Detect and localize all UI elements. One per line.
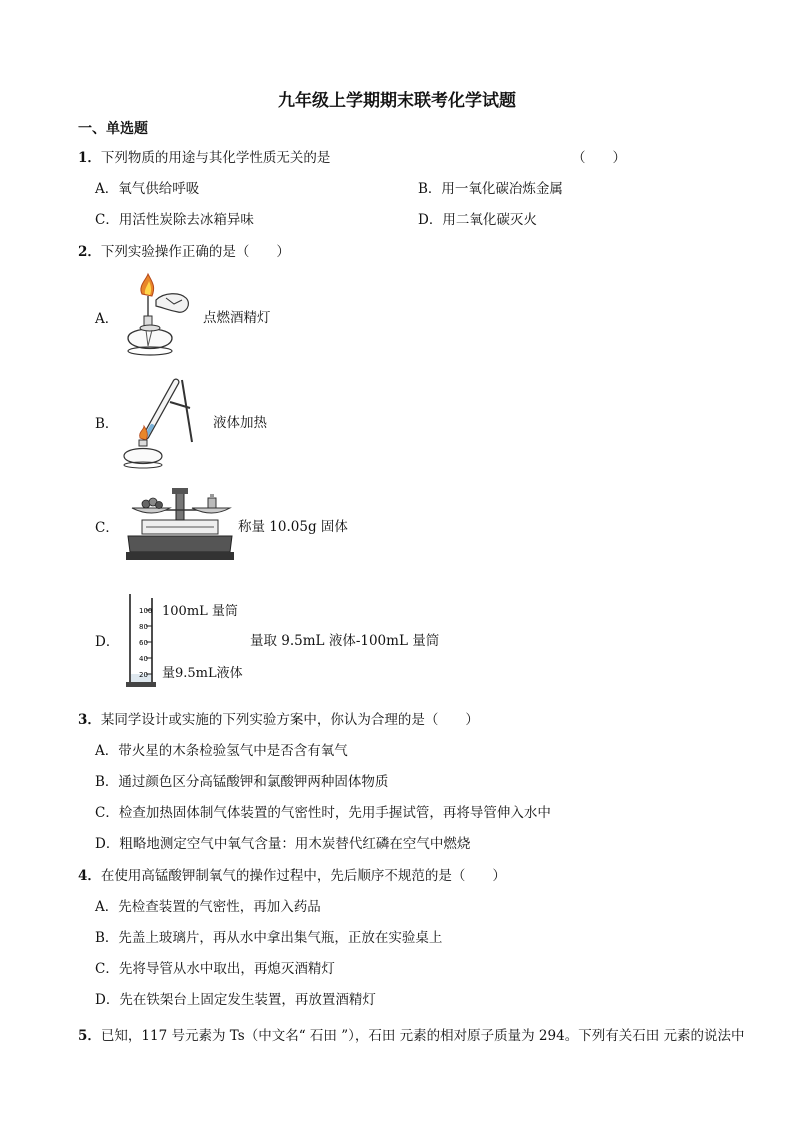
- alcohol-lamp-lighting-figure: [120, 272, 202, 362]
- page-title: 九年级上学期期末联考化学试题: [278, 91, 516, 111]
- graduated-cylinder-figure: [124, 590, 164, 690]
- option-b: B．先盖上玻璃片，再从水中拿出集气瓶，正放在实验桌上: [95, 930, 443, 946]
- option-a: A．带火星的木条检验氢气中是否含有氧气: [95, 743, 348, 759]
- tick-label: 100: [139, 607, 153, 615]
- question-number: 4．: [78, 868, 101, 884]
- option-b-letter: B．: [95, 416, 119, 432]
- question-number: 3．: [78, 712, 101, 728]
- option-d: D．先在铁架台上固定发生装置，再放置酒精灯: [95, 992, 376, 1008]
- question-text: 下列实验操作正确的是（ ）: [100, 244, 290, 260]
- question-number: 2．: [78, 244, 101, 260]
- question-4: [78, 864, 506, 884]
- cylinder-volume-label: 量9.5mL液体: [162, 666, 243, 681]
- question-number: 5．: [78, 1028, 101, 1044]
- question-text: 某同学设计或实施的下列实验方案中，你认为合理的是（ ）: [100, 712, 479, 728]
- balance-scale-figure: [124, 486, 236, 564]
- section-heading-single-choice: 一、单选题: [78, 121, 148, 137]
- question-text: 在使用高锰酸钾制氧气的操作过程中，先后顺序不规范的是（ ）: [100, 868, 506, 884]
- question-text: 已知，117 号元素为 Ts（中文名“ 石田 ”），石田 元素的相对原子质量为 294。下列有关石田 元素的说法中: [100, 1028, 745, 1044]
- option-c-letter: C．: [95, 520, 119, 536]
- question-5: [78, 1024, 744, 1044]
- option-d-caption: 量取 9.5mL 液体-100mL 量筒: [250, 633, 440, 649]
- tick-label: 40: [139, 655, 148, 663]
- option-b: B．用一氧化碳冶炼金属: [418, 181, 563, 197]
- option-a: A．氧气供给呼吸: [95, 181, 200, 197]
- option-b-caption: 液体加热: [213, 415, 267, 431]
- option-c: C．检查加热固体制气体装置的气密性时，先用手握试管，再将导管伸入水中: [95, 805, 551, 821]
- option-c: C．用活性炭除去冰箱异味: [95, 212, 254, 228]
- option-a: A．先检查装置的气密性，再加入药品: [95, 899, 321, 915]
- tick-label: 60: [139, 639, 148, 647]
- answer-parentheses: （ ）: [572, 150, 626, 166]
- tick-label: 20: [139, 671, 148, 679]
- option-c: C．先将导管从水中取出，再熄灭酒精灯: [95, 961, 335, 977]
- option-d: D．用二氧化碳灭火: [418, 212, 537, 228]
- option-d: D．粗略地测定空气中氧气含量：用木炭替代红磷在空气中燃烧: [95, 836, 471, 852]
- question-2: [78, 240, 290, 260]
- tick-label: 80: [139, 623, 148, 631]
- question-text: 下列物质的用途与其化学性质无关的是: [100, 150, 331, 166]
- option-d-letter: D．: [95, 634, 120, 650]
- question-number: 1．: [78, 150, 101, 166]
- option-c-caption: 称量 10.05g 固体: [238, 519, 348, 535]
- liquid-heating-figure: [118, 378, 198, 468]
- option-b: B．通过颜色区分高锰酸钾和氯酸钾两种固体物质: [95, 774, 389, 790]
- cylinder-capacity-label: 100mL 量筒: [162, 604, 238, 619]
- question-1: [78, 146, 330, 166]
- question-3: [78, 708, 479, 728]
- option-a-caption: 点燃酒精灯: [203, 310, 271, 326]
- option-a-letter: A．: [95, 311, 119, 327]
